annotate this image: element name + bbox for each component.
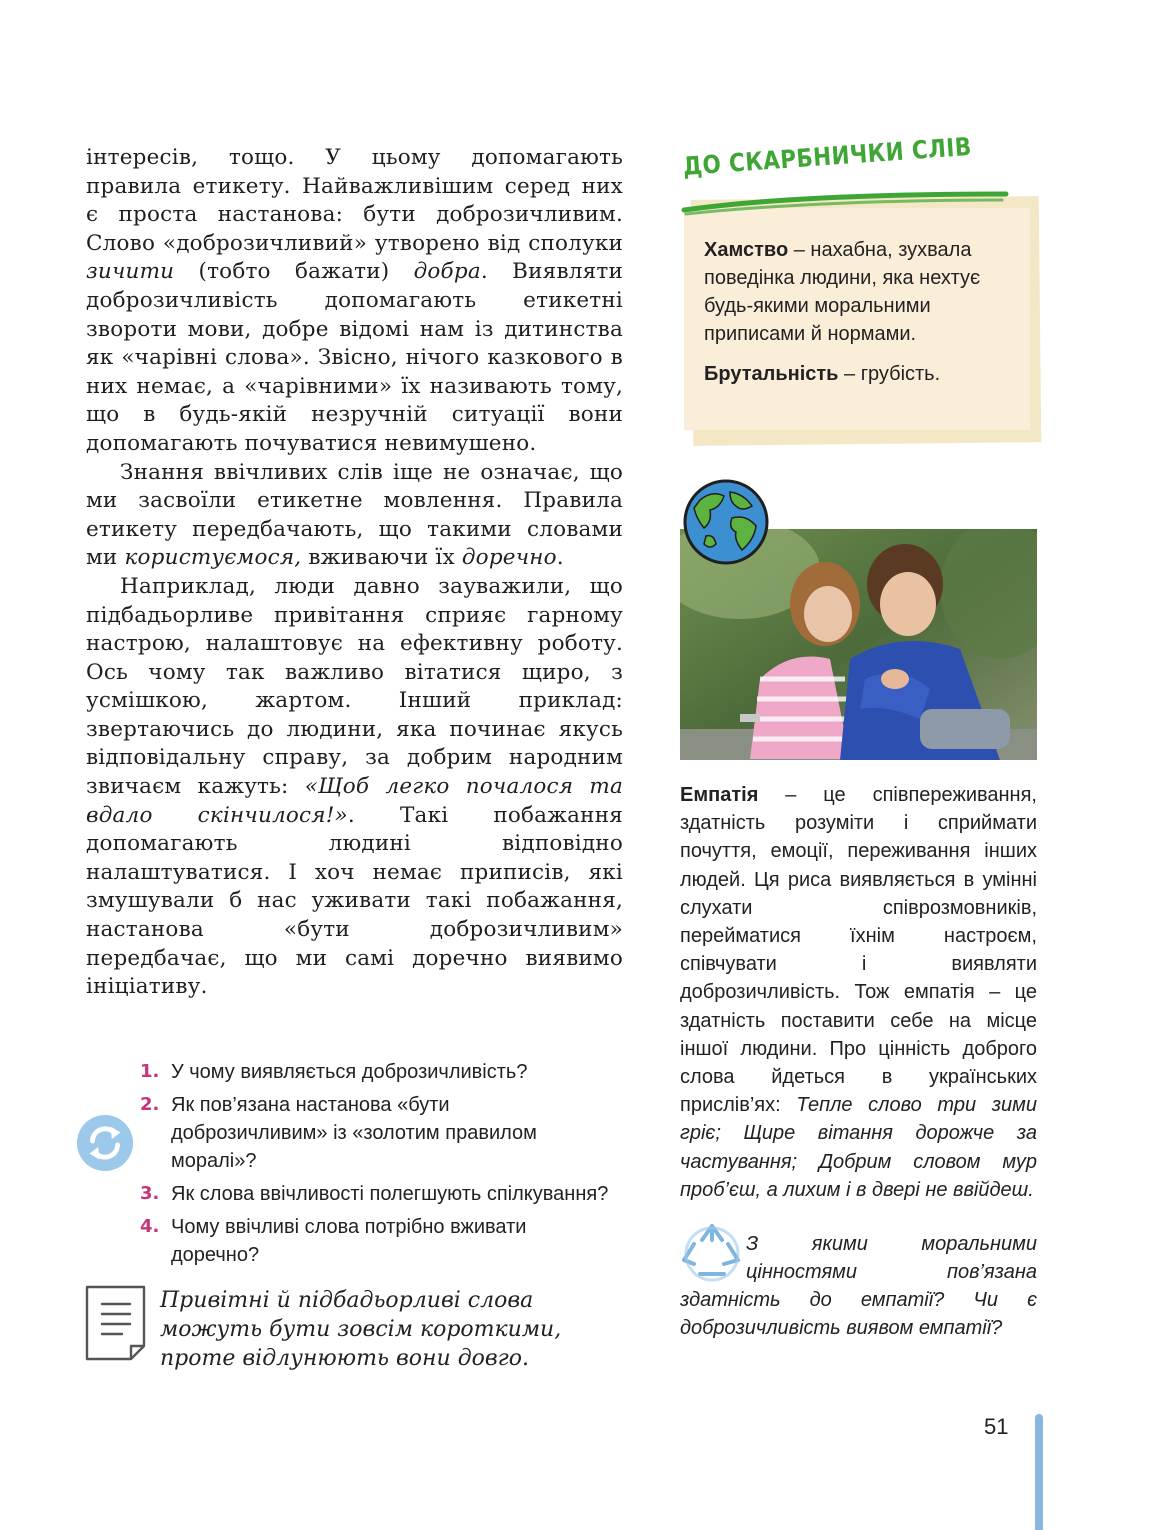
text-run: . Такі побажання допомагають людині відповідно налаштуватися. І хоч немає приписів, які змушували б нас уживати такі побажання, настанова «бути доброзичливим» передбачає, що ми самі доречно виявимо ініціативу.: [86, 802, 623, 1000]
text-run: (тобто бажати): [174, 259, 414, 285]
proverbs-text: Тепле слово три зими гріє; Щире вітання дорожче за частування; Добрим словом мур проб’єш, а лихим і в двері не ввійдеш.: [680, 1094, 1038, 1201]
vocab-definition: – нахабна, зухвала поведінка людини, яка нехтує будь-якими моральними приписами й нормами.: [704, 239, 981, 345]
text-run: Наприклад, люди давно зауважили, що підбадьорливе привітання сприяє гарному настрою, налаштовує на ефективну роботу. Ось чому так важливо вітатися щиро, з усмішкою, жартом. Інший приклад: звертаючись до людини, яка починає якусь відповідальну справу, за добрим народним звичаєм кажуть:: [86, 573, 623, 800]
italic-text-run: «Щоб легко почалося та вдало скінчилося!»: [86, 774, 623, 828]
question-text: Як пов’язана настанова «бути доброзичливим» із «золотим правилом моралі»?: [171, 1094, 537, 1172]
green-brush-stroke: [680, 188, 1010, 216]
italic-text-run: добра: [413, 259, 481, 285]
paragraph-2: [86, 459, 623, 573]
globe-icon: [682, 478, 770, 566]
vocab-definition: – грубість.: [838, 363, 941, 385]
text-run: .: [556, 545, 564, 571]
side-question: [680, 1230, 1037, 1342]
vocab-title: ДО СКАРБНИЧКИ СЛІВ: [681, 131, 973, 181]
question-list: [140, 1058, 610, 1274]
question-text: Як слова ввічливості полегшують спілкування?: [171, 1183, 609, 1205]
italic-text-run: доречно: [461, 545, 557, 571]
empathy-term: Емпатія: [680, 784, 759, 806]
note-paper-icon: [84, 1284, 148, 1362]
main-text: [86, 144, 623, 1002]
question-number: 1.: [140, 1061, 160, 1082]
question-number: 3.: [140, 1183, 160, 1204]
text-run: . Виявляти доброзичливість допомагають етикетні звороти мови, добре відомі нам із дитинства як «чарівні слова». Звісно, нічого казкового в них немає, а «чарівними» їх називають тому, що в будь-якій незручній ситуації вони допомагають почуватися невимушено.: [86, 259, 623, 456]
question-text: Чому ввічливі слова потрібно вживати доречно?: [171, 1216, 527, 1266]
italic-text-run: користуємося,: [124, 545, 302, 571]
vocab-term: Брутальність: [704, 363, 839, 385]
icon-gap: [680, 1230, 746, 1284]
paragraph-3: [86, 573, 623, 1002]
question-item: [140, 1058, 610, 1086]
text-run: вживаючи їх: [301, 545, 462, 571]
question-number: 2.: [140, 1094, 160, 1115]
quote-text: Привітні й підбадьорливі слова можуть бути зовсім короткими, проте відлунюють вони довго.: [160, 1288, 562, 1371]
text-run: Знання ввічливих слів іще не означає, що ми засвоїли етикетне мовлення. Правила етикету передбачають, що такими словами ми: [86, 459, 623, 571]
question-number: 4.: [140, 1216, 160, 1237]
cycle-arrows-icon: [76, 1114, 134, 1172]
empathy-paragraph: [680, 781, 1037, 1204]
question-item: [140, 1213, 610, 1269]
text-run: інтересів, тощо. У цьому допомагають правила етикету. Найважливішим серед них є проста настанова: бути доброзичливим. Слово «доброзичливий» утворено від сполуки: [86, 145, 623, 256]
vocab-term: Хамство: [704, 239, 789, 261]
question-text: У чому виявляється доброзичливість?: [171, 1061, 528, 1083]
empathy-text: – це співпереживання, здатність розуміти і сприймати почуття, емоції, переживання інших людей. Ця риса виявляється в умінні слухати співрозмовників, перейматися їхнім настроєм, співчувати і виявляти доброзичливість. Тож емпатія – це здатність поставити себе на місце іншої людини. Про цінність доброго слова йдеться в українських прислів’ях:: [680, 784, 1037, 1117]
vocab-entry: [704, 360, 1024, 388]
vocab-body: [704, 236, 1024, 400]
question-item: [140, 1091, 610, 1175]
page-edge-bar: [1035, 1414, 1043, 1530]
vocab-entry: [704, 236, 1024, 348]
empathy-definition: [680, 781, 1037, 1204]
side-question-text: З якими моральними цінностями пов’язана здатність до емпатії? Чи є доброзичливість виявом емпатії?: [680, 1233, 1037, 1339]
paragraph-1: [86, 144, 623, 459]
page-number: 51: [984, 1414, 1009, 1439]
question-item: [140, 1180, 610, 1208]
italic-text-run: зичити: [86, 259, 175, 285]
